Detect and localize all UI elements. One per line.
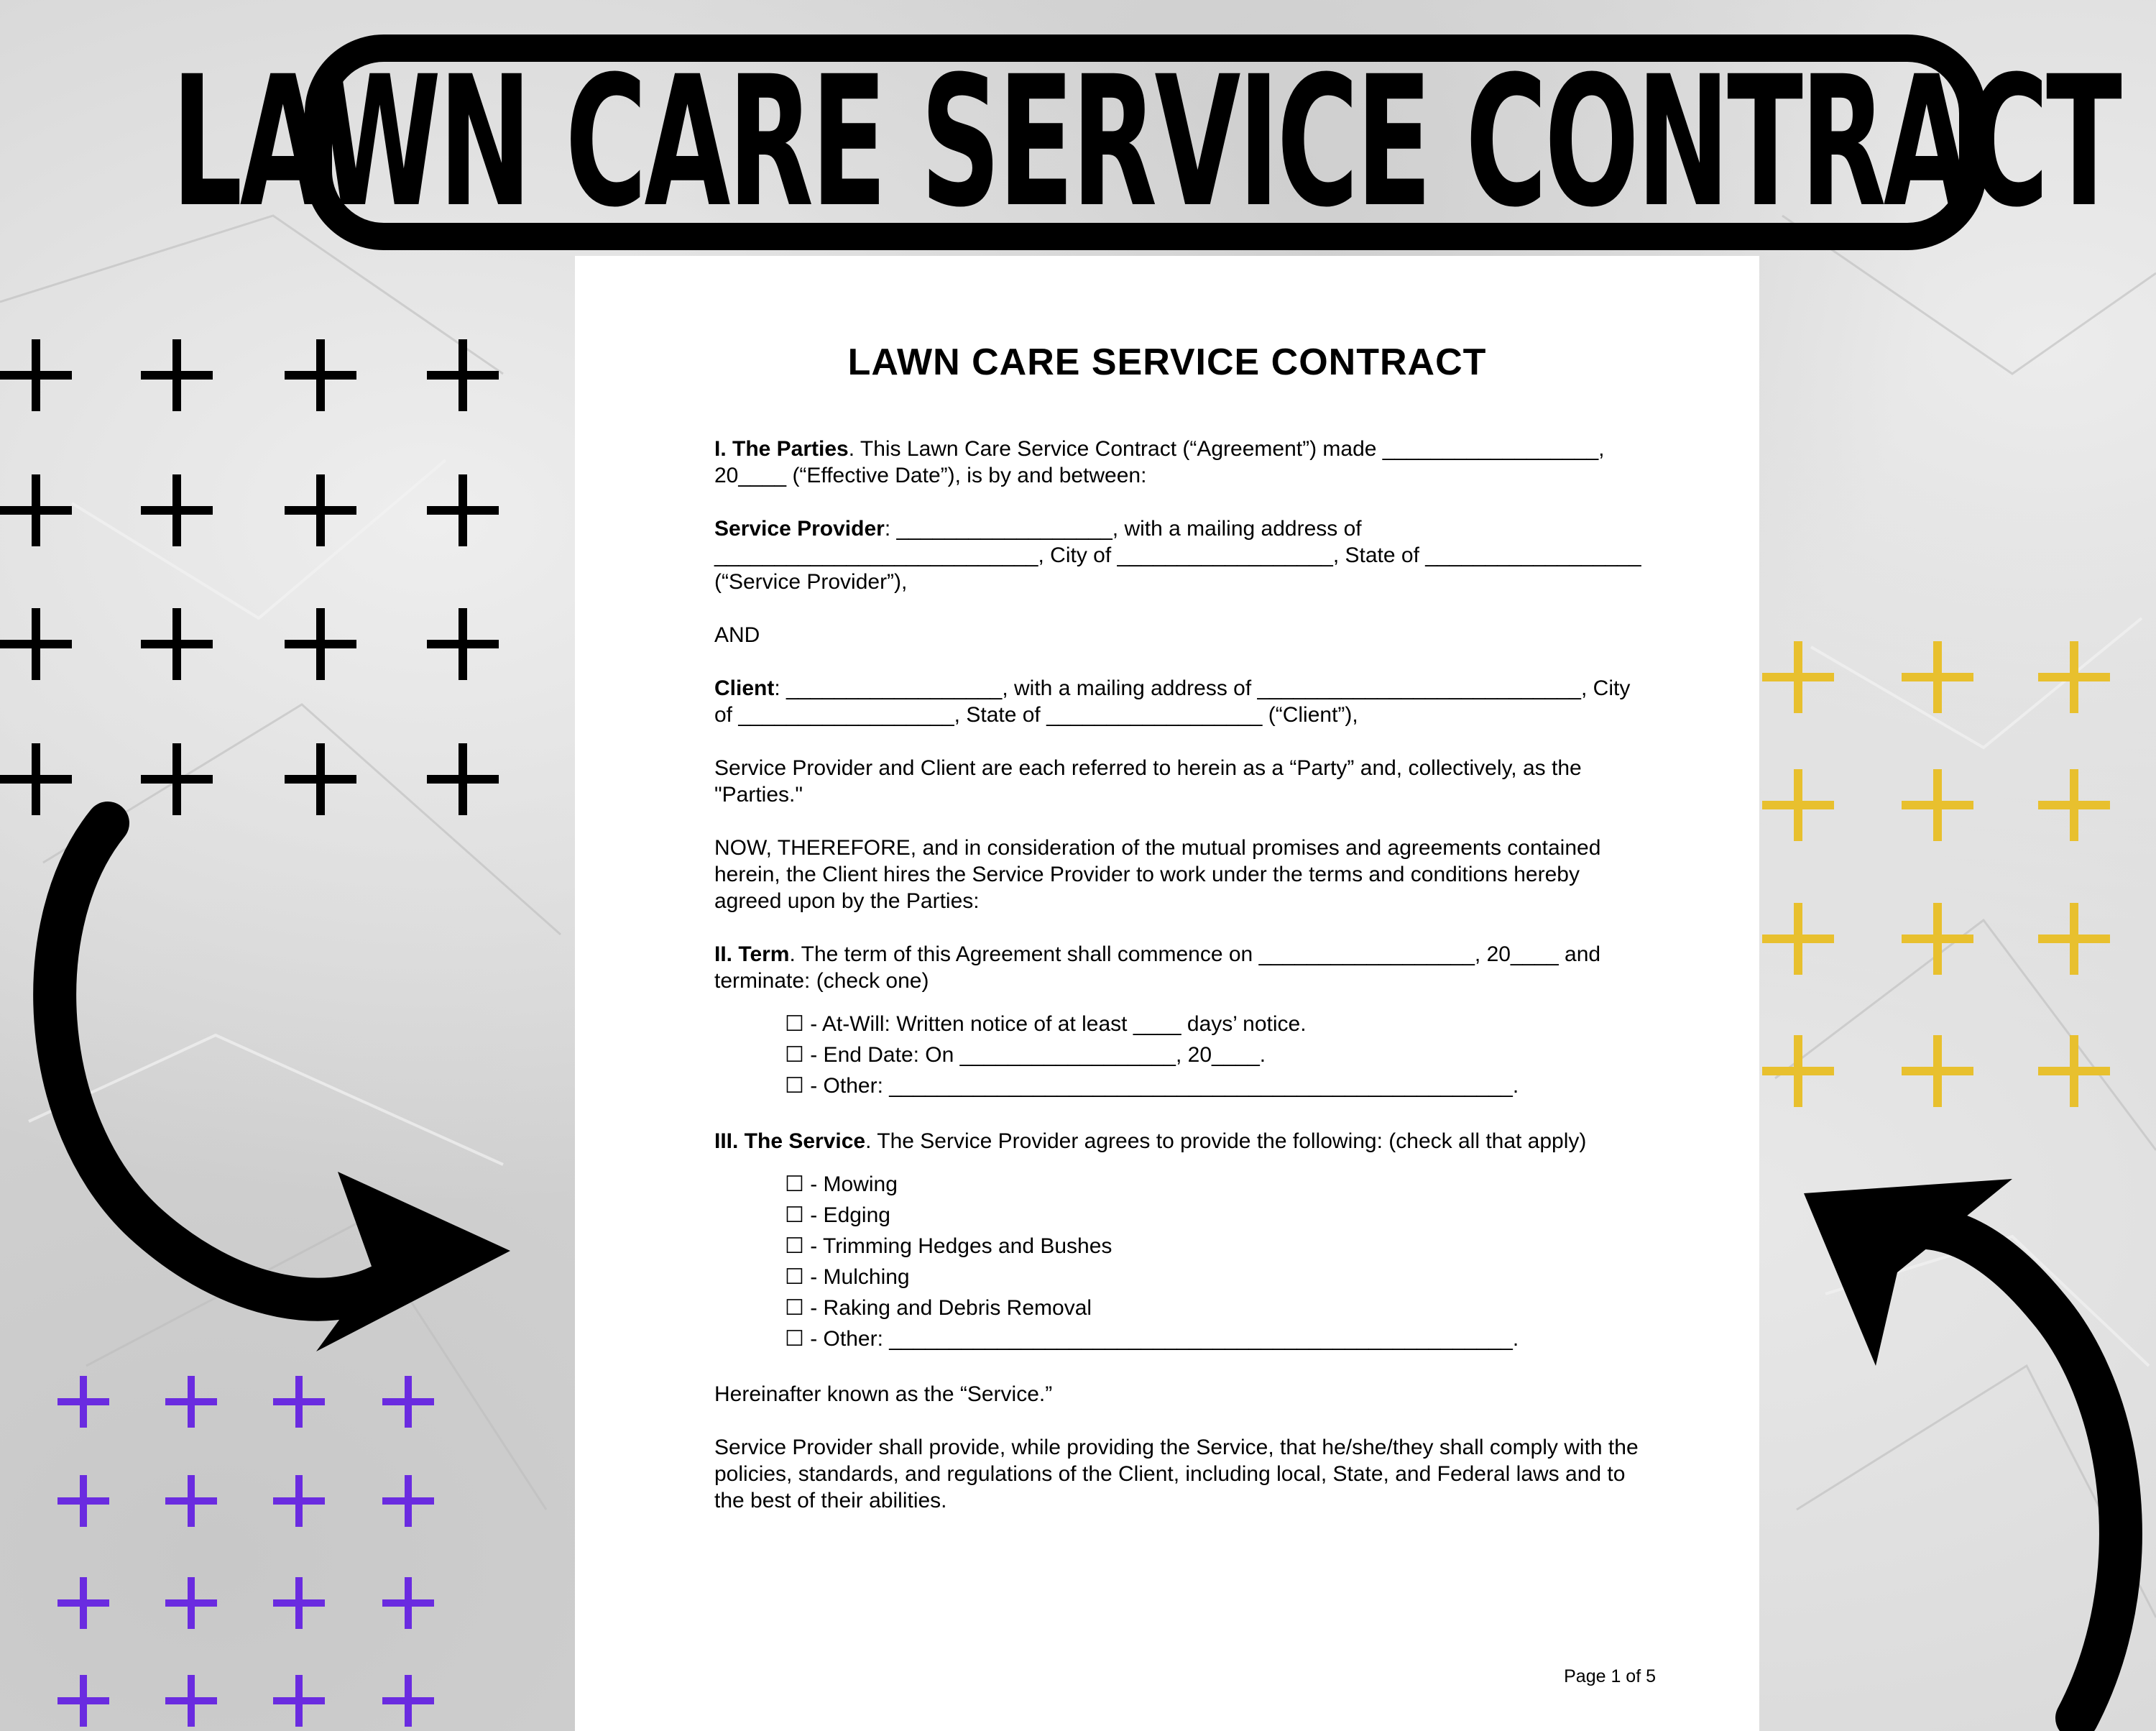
term-text: . The term of this Agreement shall commence on __________________, 20____ and terminate: (check one) — [714, 942, 1601, 993]
and-text: AND — [714, 623, 760, 647]
service-option-raking[interactable]: ☐ - Raking and Debris Removal — [785, 1296, 1092, 1320]
curved-arrow-icon — [55, 823, 510, 1351]
document-page — [575, 256, 1759, 1731]
term-option-other[interactable]: ☐ - Other: ____________________________________________________. — [785, 1074, 1519, 1098]
party-definition: Service Provider and Client are each referred to herein as a “Party” and, collectively, as the "Parties." — [714, 756, 1582, 807]
document-body — [714, 436, 1641, 1541]
term-option-at-will[interactable]: ☐ - At-Will: Written notice of at least ____ days’ notice. — [785, 1012, 1307, 1036]
now-therefore-paragraph: NOW, THEREFORE, and in consideration of the mutual promises and agreements contained herein, the Client hires the Service Provider to work under the terms and conditions hereby agreed upon by the Parties: — [714, 836, 1601, 913]
term-options — [714, 1009, 1641, 1101]
term-heading: II. Term — [714, 942, 790, 966]
provider-label: Service Provider — [714, 517, 885, 541]
service-text: . The Service Provider agrees to provide the following: (check all that apply) — [865, 1129, 1587, 1153]
client-paragraph — [714, 675, 1641, 728]
hereinafter-text: Hereinafter known as the “Service.” — [714, 1382, 1053, 1406]
page-number: Page 1 of 5 — [1564, 1666, 1656, 1686]
provider-paragraph — [714, 515, 1641, 595]
provider-text: : __________________, with a mailing address of ___________________________, City of __________________, State of __________________ (“Service Provider”), — [714, 517, 1641, 594]
banner-title: LAWN CARE SERVICE CONTRACT — [171, 37, 2120, 247]
service-heading: III. The Service — [714, 1129, 866, 1153]
service-option-mowing[interactable]: ☐ - Mowing — [785, 1172, 898, 1196]
service-option-trimming[interactable]: ☐ - Trimming Hedges and Bushes — [785, 1234, 1112, 1258]
parties-heading: I. The Parties — [714, 437, 849, 461]
parties-text: . This Lawn Care Service Contract (“Agreement”) made __________________, 20____ (“Effective Date”), is by and between: — [714, 437, 1605, 487]
service-option-other[interactable]: ☐ - Other: ____________________________________________________. — [785, 1327, 1519, 1351]
term-option-end-date[interactable]: ☐ - End Date: On __________________, 20____. — [785, 1043, 1266, 1067]
curved-arrow-icon — [1804, 1179, 2121, 1718]
term-paragraph — [714, 941, 1641, 994]
client-label: Client — [714, 676, 775, 700]
compliance-paragraph: Service Provider shall provide, while providing the Service, that he/she/they shall comply with the policies, standards, and regulations of the Client, including local, State, and Federal laws and to the best of their abilities. — [714, 1436, 1639, 1512]
service-paragraph — [714, 1128, 1641, 1154]
parties-paragraph — [714, 436, 1641, 489]
service-option-mulching[interactable]: ☐ - Mulching — [785, 1265, 910, 1289]
service-options — [714, 1169, 1641, 1354]
service-option-edging[interactable]: ☐ - Edging — [785, 1203, 890, 1227]
document-title: LAWN CARE SERVICE CONTRACT — [847, 341, 1487, 383]
client-text: : __________________, with a mailing address of ___________________________, City of __________________, State of __________________ (“Client”), — [714, 676, 1631, 727]
